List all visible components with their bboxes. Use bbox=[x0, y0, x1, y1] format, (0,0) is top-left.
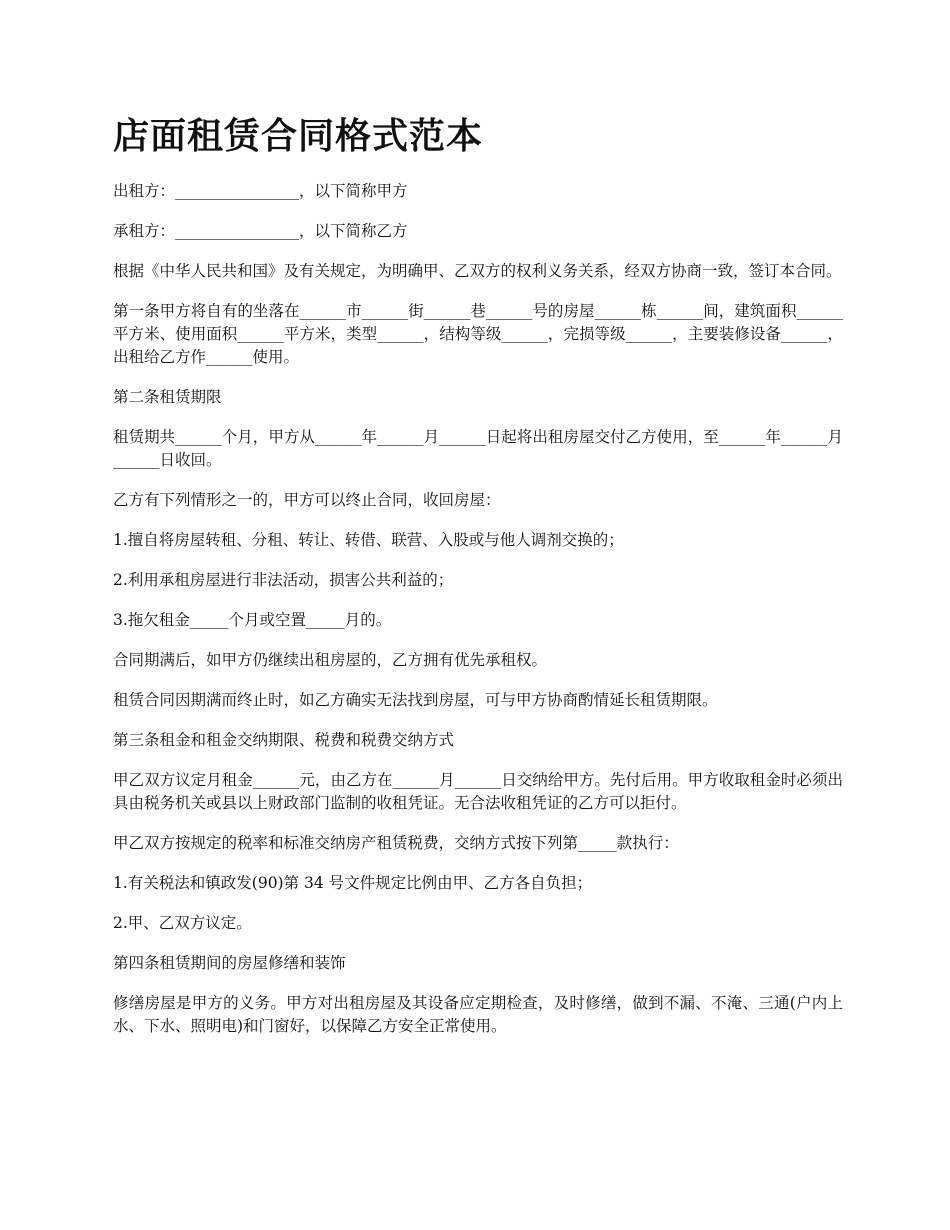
paragraph-article-1: 第一条甲方将自有的坐落在______市______街______巷______号的房屋______栋______间，建筑面积______平方米、使用面积______平方米，类型______，结构等级______，完损等级______，主要装修设备______，出租给乙方作______使用。 bbox=[113, 302, 843, 366]
paragraph-lessor: 出租方：________________，以下简称甲方 bbox=[113, 182, 408, 200]
paragraph-preamble: 根据《中华人民共和国》及有关规定，为明确甲、乙双方的权利义务关系，经双方协商一致，签订本合同。 bbox=[113, 262, 842, 280]
list-item-termination-3: 3.拖欠租金_____个月或空置_____月的。 bbox=[113, 611, 392, 629]
list-item-tax-1: 1.有关税法和镇政发(90)第 34 号文件规定比例由甲、乙方各自负担； bbox=[113, 874, 593, 892]
paragraph-lease-term: 租赁期共______个月，甲方从______年______月______日起将出租房屋交付乙方使用，至______年______月______日收回。 bbox=[113, 428, 843, 469]
paragraph-tax-payment: 甲乙双方按规定的税率和标准交纳房产租赁税费，交纳方式按下列第_____款执行： bbox=[113, 834, 679, 852]
paragraph-rent-payment: 甲乙双方议定月租金______元，由乙方在______月______日交纳给甲方。先付后用。甲方收取租金时必须出具由税务机关或县以上财政部门监制的收租凭证。无合法收租凭证的乙方可以拒付。 bbox=[113, 771, 843, 812]
paragraph-priority-renewal: 合同期满后，如甲方仍继续出租房屋的，乙方拥有优先承租权。 bbox=[113, 651, 548, 669]
list-item-termination-1: 1.擅自将房屋转租、分租、转让、转借、联营、入股或与他人调剂交换的； bbox=[113, 531, 624, 549]
heading-article-2: 第二条租赁期限 bbox=[113, 388, 222, 406]
paragraph-lessee: 承租方：________________，以下简称乙方 bbox=[113, 222, 408, 240]
paragraph-termination-conditions: 乙方有下列情形之一的，甲方可以终止合同，收回房屋： bbox=[113, 491, 501, 509]
document-title: 店面租赁合同格式范本 bbox=[113, 115, 484, 157]
document-page bbox=[113, 110, 843, 1055]
heading-article-4: 第四条租赁期间的房屋修缮和装饰 bbox=[113, 954, 346, 972]
list-item-tax-2: 2.甲、乙双方议定。 bbox=[113, 914, 252, 932]
list-item-termination-2: 2.利用承租房屋进行非法活动，损害公共利益的； bbox=[113, 571, 454, 589]
paragraph-extension: 租赁合同因期满而终止时，如乙方确实无法找到房屋，可与甲方协商酌情延长租赁期限。 bbox=[113, 691, 718, 709]
paragraph-repairs: 修缮房屋是甲方的义务。甲方对出租房屋及其设备应定期检查，及时修缮，做到不漏、不淹、三通(户内上水、下水、照明电)和门窗好，以保障乙方安全正常使用。 bbox=[113, 994, 843, 1035]
heading-article-3: 第三条租金和租金交纳期限、税费和税费交纳方式 bbox=[113, 731, 455, 749]
